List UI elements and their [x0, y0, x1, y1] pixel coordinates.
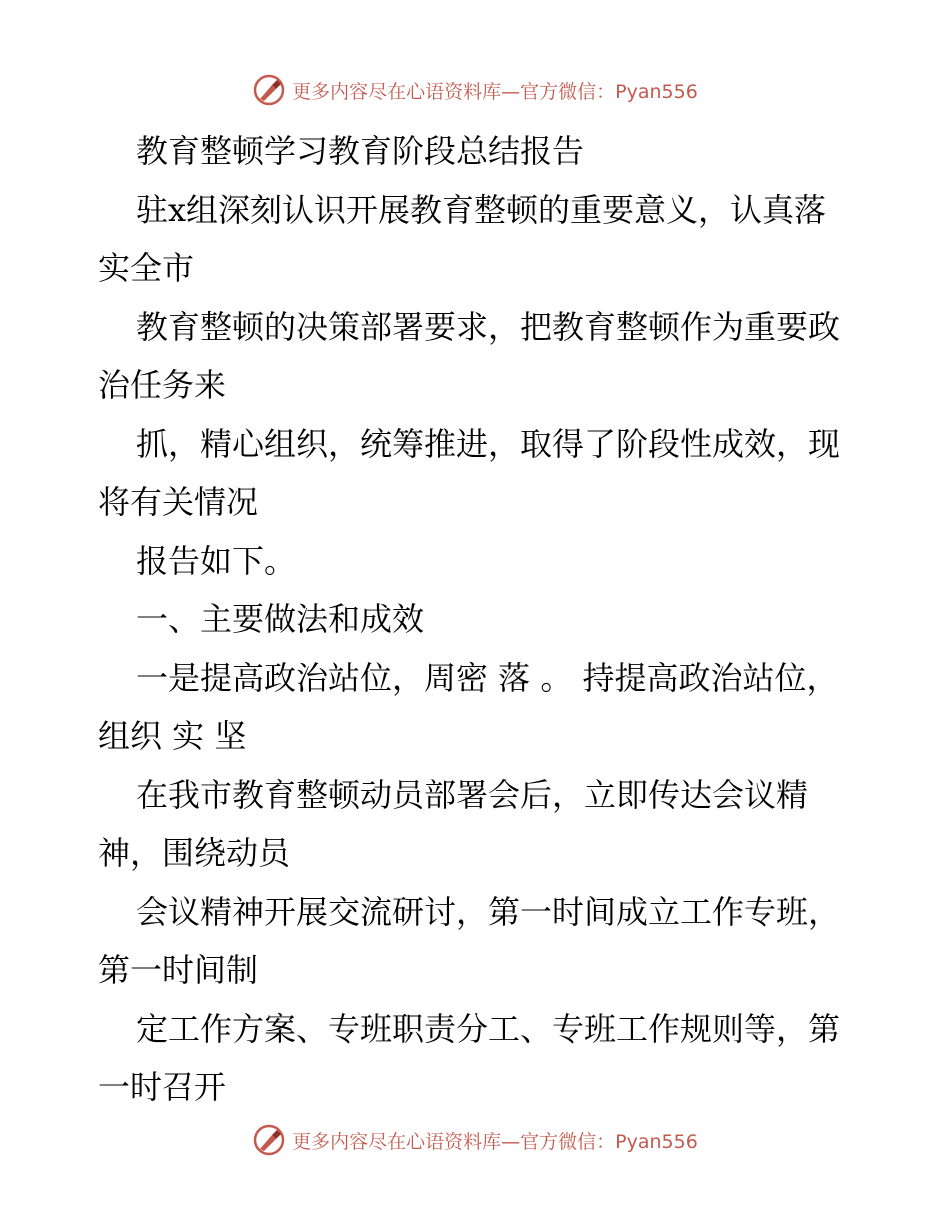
document-body — [98, 122, 858, 1117]
watermark-text: 更多内容尽在心语资料库—官方微信：Pyan556 — [292, 1130, 698, 1153]
pen-nib-logo-icon — [252, 1123, 286, 1157]
watermark-text: 更多内容尽在心语资料库—官方微信：Pyan556 — [292, 80, 698, 103]
paragraph: 会议精神开展交流研讨，第一时间成立工作专班，第一时间制 — [98, 892, 841, 989]
paragraph: 抓，精心组织，统筹推进，取得了阶段性成效，现将有关情况 — [98, 424, 841, 521]
paragraph: 在我市教育整顿动员部署会后，立即传达会议精神，围绕动员 — [98, 775, 809, 872]
paragraph: 教育整顿的决策部署要求，把教育整顿作为重要政治任务来 — [98, 307, 841, 404]
paragraph: 定工作方案、专班职责分工、专班工作规则等，第一时召开 — [98, 1009, 841, 1106]
paragraph: 报告如下。 — [136, 541, 297, 580]
paragraph: 一是提高政治站位，周密 落 。 持提高政治站位，组织 实 坚 — [98, 658, 839, 755]
paragraph: 驻x组深刻认识开展教育整顿的重要意义，认真落实全市 — [98, 190, 827, 287]
section-heading: 一、主要做法和成效 — [136, 600, 425, 638]
document-title: 教育整顿学习教育阶段总结报告 — [136, 132, 585, 170]
footer-watermark — [0, 1120, 950, 1160]
header-watermark — [0, 70, 950, 110]
pen-nib-logo-icon — [252, 73, 286, 107]
